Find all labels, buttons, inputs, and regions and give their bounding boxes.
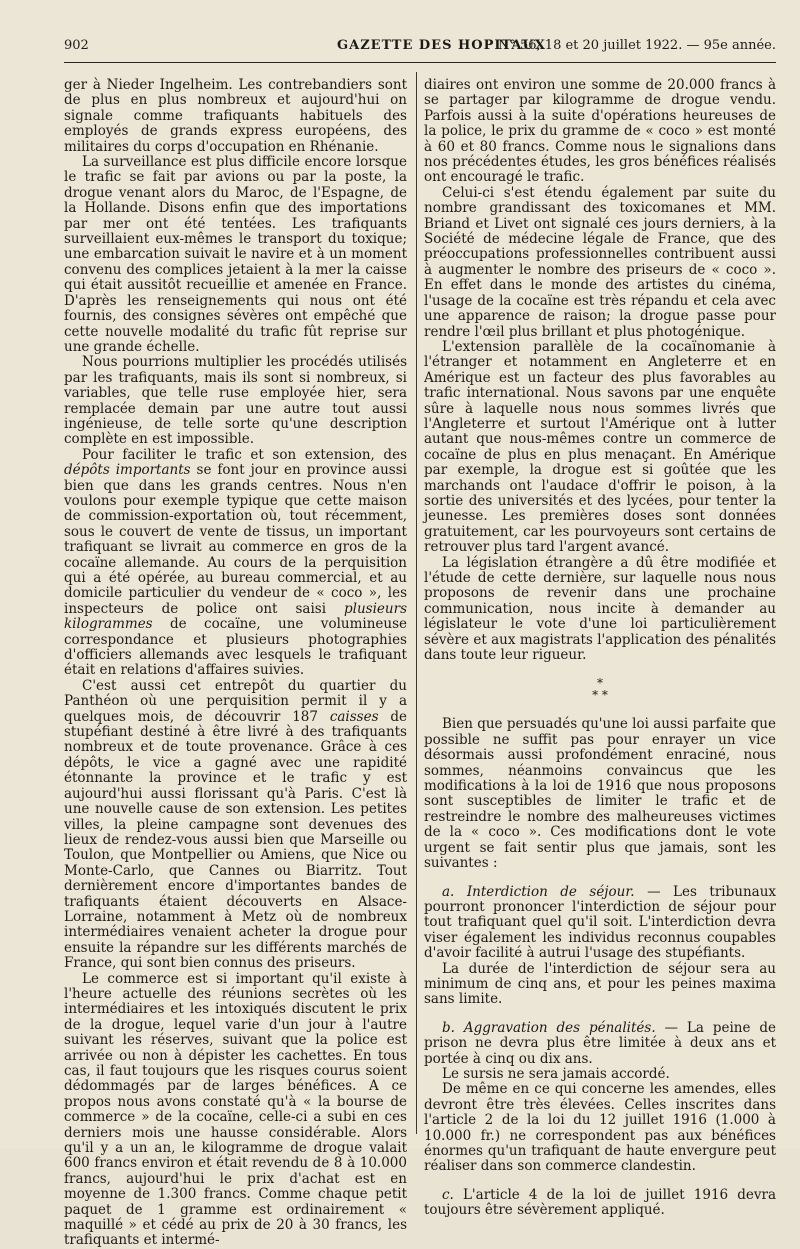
issue-info: N° 56, 18 et 20 juillet 1922. — 95e année. — [497, 38, 776, 53]
header-rule — [64, 62, 776, 63]
item-label: b. Aggravation des pénalités. — [442, 1019, 656, 1036]
asterism-bottom: * * — [592, 688, 608, 703]
paragraph — [64, 679, 407, 972]
right-column — [424, 78, 776, 1219]
paragraph: L'extension parallèle de la cocaïnomanie à l'étranger et notamment en Angleterre et en Amérique est un facteur des plus favorables au trafic international. Nous savons par une enquête sûre à laquelle nous nous sommes livrés que l'Angleterre et surtout l'Amérique ont à lutter autant que nous-mêmes contre un commerce de cocaïne de plus en plus menaçant. En Amérique par exemple, la drogue est si goûtée que les marchands ont l'audace d'offrir le poison, à la sortie des universités et des lycées, pour tenter la jeunesse. Les premières doses sont données gratuitement, car les pourvoyeurs sont certains de retrouver plus tard l'argent avancé. — [424, 338, 776, 556]
section-asterism — [424, 677, 776, 701]
text-run: de stupéfiant destiné à être livré à des trafiquants nombreux et de toute provenance. Grâce à ces dépôts, le vice a gagné avec une rapidité étonnante la province et le trafic y est aujourd'hui aussi florissant qu'à Paris. C'est là une nouvelle cause de son extension. Les petites villes, la pleine campagne sont devenues des lieux de rendez-vous aussi bien que Marseille ou Toulon, que Montpellier ou Amiens, que Nice ou Monte-Carlo, que Cannes ou Biarritz. Tout dernièrement encore d'importantes bandes de trafiquants étaient découverts en Alsace-Lorraine, notamment à Metz où de nombreux intermédiaires venaient acheter la drogue pour ensuite la répandre sur les différents marchés de France, qui sont bien connus des priseurs. — [64, 708, 407, 972]
text-run: L'article 4 de la loi de juillet 1916 devra toujours être sévèrement appliqué. — [424, 1186, 776, 1219]
paragraph: De même en ce qui concerne les amendes, elles devront être très élevées. Celles inscrites dans l'article 2 de la loi du 12 juillet 1916 (1.000 à 10.000 fr.) ne correspondent pas aux bénéfices énormes qu'un trafiquant de haute envergure peut réaliser dans son commerce clandestin. — [424, 1081, 776, 1175]
journal-title: GAZETTE DES HOPITAUX — [337, 38, 546, 53]
text-run: se font jour en province aussi bien que dans les grands centres. Nous n'en voulons pour exemple typique que cette maison de commission-exportation où, tout récemment, sous le couvert de vente de tissus, un important trafiquant se livrait au commerce en gros de la cocaïne allemande. Au cours de la perquisition qui a été opérée, au bureau commercial, et au domicile particulier du vendeur de « coco », les inspecteurs de police ont saisi — [64, 462, 407, 617]
paragraph — [424, 1021, 776, 1067]
text-run: — La peine de prison ne devra plus être limitée à deux ans et portée à cinq ou dix ans. — [424, 1019, 776, 1067]
column-divider — [416, 72, 417, 1134]
text-run: — Les tribunaux pourront prononcer l'interdiction de séjour pour tout trafiquant quel qu'il soit. L'interdiction devra viser également les individus reconnus coupables d'avoir facilité à autrui l'usage des stupéfiants. — [424, 883, 777, 962]
paragraph: diaires ont environ une somme de 20.000 francs à se partager par kilogramme de drogue vendu. Parfois aussi à la suite d'opérations heureuses de la police, le prix du gramme de « coco » est monté à 60 et 80 francs. Comme nous le signalions dans nos précédentes études, les gros bénéfices réalisés ont encouragé le trafic. — [424, 77, 776, 186]
left-column — [64, 78, 407, 1249]
text-run: C'est aussi cet entrepôt du quartier du Panthéon où une perquisition permit il y a quelques mois, de découvrir 187 — [64, 677, 407, 725]
paragraph — [64, 448, 407, 679]
paragraph: Le sursis ne sera jamais accordé. — [442, 1065, 670, 1082]
item-label: c. — [442, 1186, 454, 1203]
page-number: 902 — [64, 38, 89, 53]
page-header — [64, 38, 776, 60]
paragraph: Celui-ci s'est étendu également par suite du nombre grandissant des toxicomanes et MM. Briand et Livet ont signalé ces jours derniers, à la Société de médecine légale de France, que des préoccupations professionnelles contribuent aussi à augmenter le nombre des priseurs de « coco ». En effet dans le monde des artistes du cinéma, l'usage de la cocaïne est très répandu et cela avec une apparence de raison; la drogue passe pour rendre l'œil plus brillant et plus photogénique. — [424, 184, 776, 340]
text-run: de cocaïne, une volumineuse correspondance et plusieurs photographies d'officiers allemands avec lesquels le trafiquant était en relations d'affaires suivies. — [64, 616, 407, 679]
paragraph: Nous pourrions multiplier les procédés utilisés par les trafiquants, mais ils sont si nombreux, si variables, que telle ruse employée hier, sera remplacée demain par une autre tout aussi ingénieuse, de telle sorte qu'une description complète en est impossible. — [64, 354, 407, 448]
paragraph — [424, 885, 776, 962]
text-run: Pour faciliter le trafic et son extension, des — [82, 446, 407, 463]
italic-text: caisses — [329, 708, 379, 725]
paragraph: La durée de l'interdiction de séjour sera au minimum de cinq ans, et pour les peines maxima sans limite. — [424, 960, 776, 1008]
paragraph: Le commerce est si important qu'il existe à l'heure actuelle des réunions secrètes où les intermédiaires et les intoxiqués discutent le prix de la drogue, lequel varie d'un jour à l'autre suivant les réserves, suivant que la police est arrivée ou non à dépister les cachettes. En tous cas, il faut toujours que les risques courus soient dédommagés par de larges bénéfices. A ce propos nous avons constaté qu'à « la bourse de commerce » de la cocaïne, celle-ci a subi en ces derniers mois une hausse considérable. Alors qu'il y a un an, le kilogramme de drogue valait 600 francs environ et était revendu de 8 à 10.000 francs, aujourd'hui le prix d'achat est en moyenne de 1.300 francs. Comme chaque petit paquet de 1 gramme est ordinairement « maquillé » et cédé au prix de 20 à 30 francs, les trafiquants et intermé- — [64, 970, 407, 1249]
italic-text: dépôts importants — [64, 462, 191, 479]
paragraph: La surveillance est plus difficile encore lorsque le trafic se fait par avions ou par la poste, la drogue venant alors du Maroc, de l'Espagne, de la Hollande. Disons enfin que des importations par mer ont été tentées. Les trafiquants surveillaient eux-mêmes le transport du toxique; une embarcation suivait le navire et à un moment convenu des complices jetaient à la mer la caisse qui était aussitôt recueillie et amenée en France. D'après les renseignements qui nous ont été fournis, des consignes sévères ont empêché que cette nouvelle modalité du trafic fût reprise sur une grande échelle. — [64, 154, 407, 355]
paragraph: Bien que persuadés qu'une loi aussi parfaite que possible ne suffit pas pour enrayer un vice désormais aussi profondément enraciné, nous sommes, néanmoins convaincus que les modifications à la loi de 1916 que nous proposons sont susceptibles de limiter le trafic et de restreindre le nombre des malheureuses victimes de la « coco ». Ces modifications dont le vote urgent se fait sentir plus que jamais, sont les suivantes : — [424, 716, 776, 872]
item-label: a. Interdiction de séjour. — [442, 883, 635, 900]
italic-text: plusieurs kilogrammes — [64, 600, 407, 633]
paragraph: ger à Nieder Ingelheim. Les contrebandiers sont de plus en plus nombreux et aujourd'hui on signale comme trafiquants habituels des employés de grands express européens, des militaires du corps d'occupation en Rhénanie. — [64, 77, 407, 155]
paragraph: La législation étrangère a dû être modifiée et l'étude de cette dernière, sur laquelle nous nous proposons de revenir dans une prochaine communication, nous incite à demander au législateur le vote d'une loi particulièrement sévère et aux magistrats l'application des pénalités dans toute leur rigueur. — [424, 554, 776, 664]
paragraph — [424, 1188, 776, 1219]
asterism-top: * — [597, 676, 603, 691]
